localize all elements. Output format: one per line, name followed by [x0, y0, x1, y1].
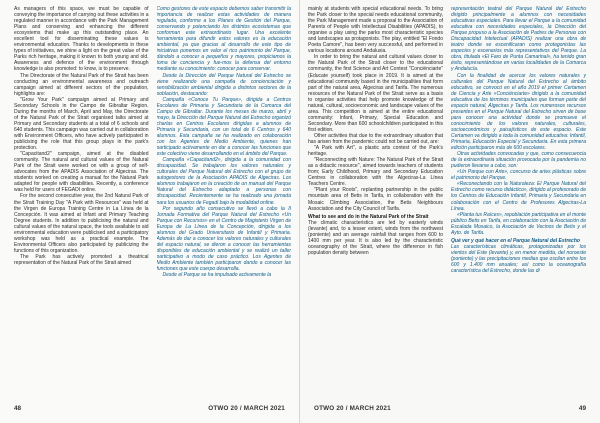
- paragraph: Desde la Dirección del Parque Natural del Estrecho se viene realizando una campaña de concienciación y sensibilización ambiental dirigida a distintos sectores de la población, destacando:: [156, 72, 291, 97]
- left-spanish-column: [157, 6, 292, 393]
- paragraph: In order to bring the natural and cultural values closer to the Natural Park of the Strait closer to the educational community, the first Science and Art Contest "Conciénciarte" (Educate yourself) took place in 2019. It is aimed at the educational community based in the municipalities that form part of the natural area, Algeciras and Tarifa. The numerous resources of the Natural Park of the Strait serve as a basis to organise activities that help promote knowledge of the natural, cultural, socioeconomic and landscape values of the area. This competition is aimed at the entire educational community: Infant, Primary, Special Education and Secondary. More than 600 schoolchildren participated in this first edition.: [308, 54, 443, 133]
- paragraph: "Plant your Roots", replanting partnership in the public mountain area of Betis in Tarifa, in collaboration with the Mosaic Climbing Association, the Betis Neighbours Association and the City Council of Tarifa.: [308, 187, 443, 212]
- paragraph: «Reconectando con la Naturaleza: El Parque Natural del Estrecho como recurso didáctico», dirigido al profesorado de los Centros de Educación Infantil, Primaria y Secundaria en colaboración con el Centro de Profesores Algeciras-La Línea.: [451, 181, 586, 212]
- section-heading: Qué ver y qué hacer en el Parque Natural del Estrecho: [451, 237, 580, 244]
- paragraph: mainly at students with special educational needs. To bring the Park closer to the special needs educational community, the Park Management made a proposal to the Association of Parents of People with Intellectual Disabilities (APADIS), to organise a play using the parks most characteristic species and landscapes as protagonists. The play, entitled "El Fondo Poeta Camore", has been very successful, and performed in various locations around Andalusia.: [308, 6, 443, 55]
- paragraph: Other activities that due to the extraordinary situation that has arisen from the pandemic could not be carried out, are:: [308, 132, 443, 146]
- paragraph: "Capacitand2" campaign, aimed at the disabled community. The natural and cultural values of the Natural Park of the Strait were worked on with a group of self-advocates from the APADIS Association of Algeciras. The students worked on creating a manual for the Natural Park adapted for people with disabilities. Recently, a conference was held for users of FEGADI online.: [14, 151, 149, 194]
- paragraph: Como gestores de este espacio debemos saber transmitir la importancia de realizar estas actividades de manera regulada, conforme a los Planes de Gestión del Parque, conservando y potenciando los distintos ecosistemas que conforman este extraordinario lugar. Una excelente herramienta para difundir estos valores es la educación ambiental, ya que gracias al desarrollo de este tipo de iniciativas ponemos en valor el rico patrimonio del Parque, dándolo a conocer a pequeños y mayores, propiciamos la toma de conciencia y fue-mos la defensa del entorno mediante su conocimiento: conocer para conservar.: [156, 6, 291, 73]
- left-english-column: [14, 6, 149, 393]
- paragraph: representación teatral del Parque Natural del Estrecho dirigido principalmente a alumnos con necesidades educativas especiales. Para llevar el Parque a la comunidad educativa con necesidades especiales, la Dirección del Parque propuso a la Asociación de Padres de Personas con Discapacidad Intelectual (APADIS) realizar una obra de teatro donde se escenificaran como protagonistas las especies y escenarios más representativos del Parque. La obra, titulada «El Faro de Punta Camarinal», ha tenido gran éxito, representándose en varias localidades de la Comarca y Andalucía.: [451, 6, 586, 73]
- issue-label: OTWO 20 / MARCH 2021: [314, 404, 391, 412]
- paragraph: «Un Parque con Arte», concurso de artes plásticas sobre el patrimonio del Parque.: [451, 169, 586, 182]
- paragraph: As managers of this space, we must be capable of conveying the importance of carrying out these activities in a regulated manner in accordance with the Park Management Plans and conserving and enhancing the different ecosystems that make up this outstanding place. An excellent tool for disseminating these values is environmental education. Thanks to developments in these types of initiatives, we shine a light on the great value of the Parks rich heritage, making it known to both young and old. Awareness and defence of the environment through knowledge is also promoted: to know, is to preserve.: [14, 6, 149, 73]
- paragraph: "Reconnecting with Nature: The Natural Park of the Strait as a didactic resource", aimed towards teachers of students from; Early Childhood, Primary and Secondary Education Centres in collaboration with the Algeciras-La Línea Teachers Centre.: [308, 157, 443, 188]
- left-page-footer: [14, 403, 291, 413]
- page-number: 49: [578, 404, 586, 412]
- paragraph: Otras actividades convocadas y que, como consecuencia de la extraordinaria situación provocada por la pandemia no pudieron llevarse a cabo, son:: [451, 151, 586, 170]
- right-page: [300, 0, 600, 423]
- paragraph: Las características climáticas, protagonizadas por los vientos del Este (levante) y, en menor medida, del noroeste (poniente) y las precipitaciones medias que oscilan entre los 600 y 1.400 mm anuales; así como la oceanografía característica del Estrecho, donde las di: [451, 243, 586, 275]
- right-page-columns: [308, 6, 586, 393]
- page-number: 48: [14, 404, 22, 412]
- paragraph: Con la finalidad de acercar los valores naturales y culturales del Parque Natural del Estrecho al ámbito educativo, se convocó en el año 2019 el primer Certamen de Ciencia y Arte «Conciénciarte» dirigido a la comunidad educativa de los términos municipales que forman parte del espacio natural, Algeciras y Tarifa. Los numerosos recursos presentes en el Parque Natural del Estrecho sirven de base para conocer una actividad donde se promueve el conocimiento de los valores naturales, culturales, socioeconómicos y paisajísticos de este espacio. Este Certamen va dirigido a toda la comunidad educativa: Infantil, Primaria, Educación Especial y Secundaria. En esta primera edición participaron más de 600 escolares.: [451, 72, 586, 152]
- paragraph: Campaña «Conoce Tu Parque», dirigida a Centros Escolares de Primaria y Secundaria de la Comarca del Campo de Gibraltar. Durante los meses de marzo, abril y mayo, la Dirección del Parque Natural del Estrecho organizó charlas en Centros Escolares dirigidas a alumnos de Primaria y Secundaria, con un total de 6 Centros y 640 alumnos. Esta campaña se ha realizado en colaboración con los Agentes de Medio Ambiente, quienes han participado activamente en dar a conocer las funciones que este colectivo viene desarrollando en el ámbito del Parque.: [156, 96, 291, 158]
- left-page-columns: [14, 6, 291, 393]
- paragraph: Por segundo año consecutivo se llevó a cabo la II Jornada Formativa del Parque Natural del Estrecho «Un Parque con Recursos» en el Centro de Magisterio Virgen de Europa de La Línea de la Concepción, dirigida a los alumnos del Grado Universitario de Infantil y Primaria. Además de dar a conocer los valores naturales y culturales del espacio natural, se dieron a conocer las herramientas disponibles de educación ambiental y se realizó un taller participativo a modo de caso práctico. Los Agentes de Medio Ambiente también participaron dando a conocer las funciones que este cuerpo desarrolla.: [156, 205, 291, 273]
- paragraph: The Directorate of the Natural Park of the Strait has been conducting an environmental awareness and outreach campaign aimed at different sectors of the population, highlights are:: [14, 72, 149, 97]
- right-page-footer: [308, 403, 586, 413]
- issue-label: OTWO 20 / MARCH 2021: [208, 404, 285, 412]
- right-english-column: [308, 6, 443, 393]
- paragraph: Desde el Parque se ha impulsado activamente la: [162, 272, 272, 279]
- right-spanish-column: [451, 6, 586, 393]
- paragraph: The climatic characteristics are led by easterly winds (levante) and, to a lesser extent, winds from the northwest (poniente) and an average rainfall that ranges from 600 to 1400 mm per year. It is also led by the characteristic oceanography of the Strait, where the difference in fish population density between: [308, 219, 443, 257]
- section-heading: What to see and do in the Natural Park of the Strait: [308, 213, 429, 220]
- paragraph: The Park has actively promoted a theatrical representation of the Natural Park of the Strait aimed: [14, 253, 149, 266]
- paragraph: For the second consecutive year, the 2nd Natural Park of the Strait Training Day "A Park with Resources" was held at the Virgen de Europa Training Centre in La Línea de la Concepción. It was aimed at Infant and Primary Teaching Degree students. In addition to publicising the natural and cultural values of the natural space, the tools available to aid environmental education were publicised and a participatory workshop was held as a practical example. The Environmental Officers also participated by publicizing the functions of this organization.: [14, 193, 149, 254]
- paragraph: «Planta tus Raíces», repoblación participativa en el monte público Betis en Tarifa, en colaboración con la Asociación de Escalada Mosaico, la Asociación de Vecinos de Betis y el Ayto. de Tarifa.: [451, 211, 586, 236]
- paragraph: "A Park with Art", a plastic arts contest of the Park's heritage.: [308, 145, 443, 158]
- paragraph: Campaña «Capacitand2», dirigida a la comunidad con discapacidad. Se trabajaron los valores naturales y culturales del Parque Natural del Estrecho con el grupo de autogestores de la Asociación APADIS de Algeciras. Los alumnos trabajaron en la creación de un manual del Parque Natural del Estrecho adaptado a personas con discapacidad. Recientemente se ha realizado una jornada para los usuarios de Fegadi bajo la modalidad online.: [156, 157, 291, 206]
- paragraph: "Grow Your Park" campaign aimed at Primary and Secondary Schools in the Campo de Gibraltar Region. During the months of March, April and May, the Directorate of the Natural Park of the Strait organised talks aimed at Primary and Secondary students at a total of 6 schools and 640 students. This campaign was carried out in collaboration with Environment Officers, who have actively participated in publicising the role that this group plays in the park's protection.: [14, 96, 149, 152]
